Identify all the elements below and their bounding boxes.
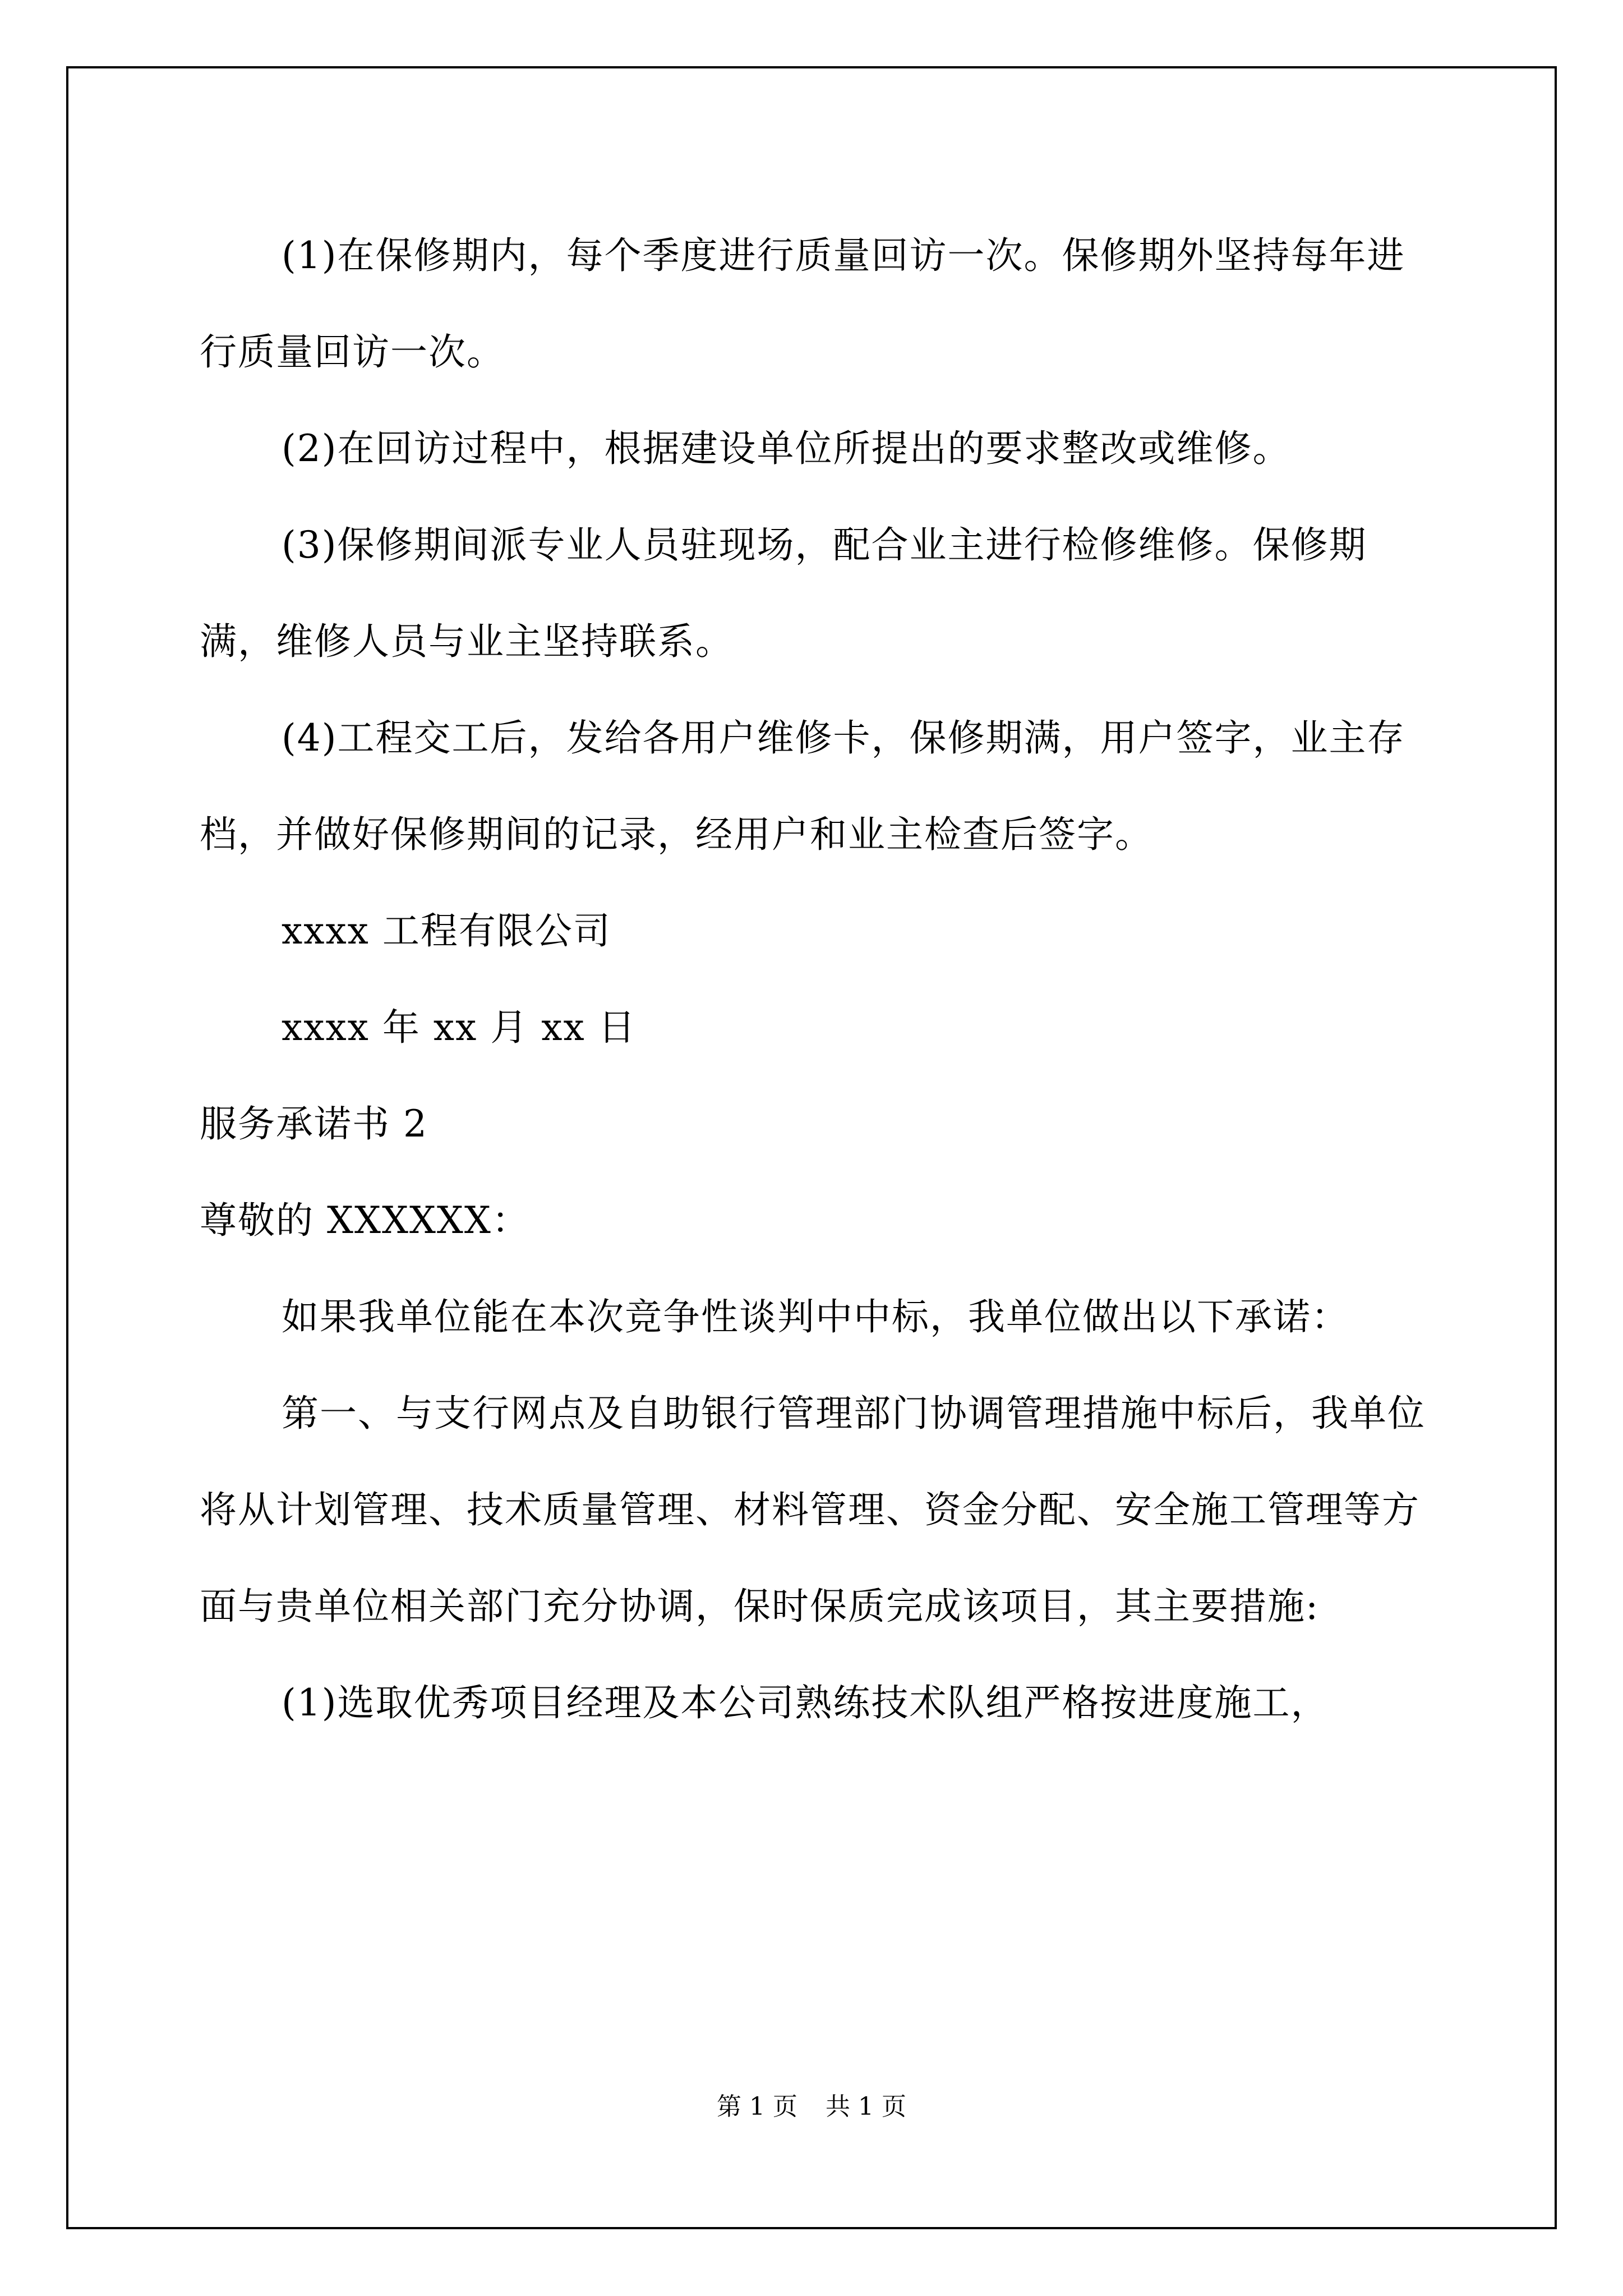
paragraph-intro: 如果我单位能在本次竞争性谈判中中标，我单位做出以下承诺： [282,1295,1349,1338]
paragraph-warranty-4: (4)工程交工后，发给各用户维修卡，保修期满，用户签字，业主存档，并做好保修期间的记录，经用户和业主检查后签字。 [200,716,1405,856]
page-number-current: 第 1 页 [717,2092,797,2121]
paragraph-warranty-3: (3)保修期间派专业人员驻现场，配合业主进行检修维修。保修期满，维修人员与业主坚持联系。 [200,523,1367,663]
document-body [200,208,1428,1751]
paragraph-first-commitment: 第一、与支行网点及自助银行管理部门协调管理措施中标后，我单位将从计划管理、技术质量管理、材料管理、资金分配、安全施工管理等方面与贵单位相关部门充分协调，保时保质完成该项目，其主要措施: [200,1392,1426,1628]
paragraph-warranty-1: (1)在保修期内，每个季度进行质量回访一次。保修期外坚持每年进行质量回访一次。 [200,234,1405,374]
page-footer [0,2090,1623,2124]
paragraph-warranty-2: (2)在回访过程中，根据建设单位所提出的要求整改或维修。 [282,427,1291,470]
section-title: 服务承诺书 2 [200,1102,428,1145]
signature-date: xxxx 年 xx 月 xx 日 [282,1006,637,1049]
page-number-total: 共 1 页 [826,2092,906,2121]
paragraph-measure-1: (1)选取优秀项目经理及本公司熟练技术队组严格按进度施工， [282,1681,1329,1724]
company-signature: xxxx 工程有限公司 [282,909,611,953]
salutation: 尊敬的 XXXXXX： [200,1199,530,1242]
